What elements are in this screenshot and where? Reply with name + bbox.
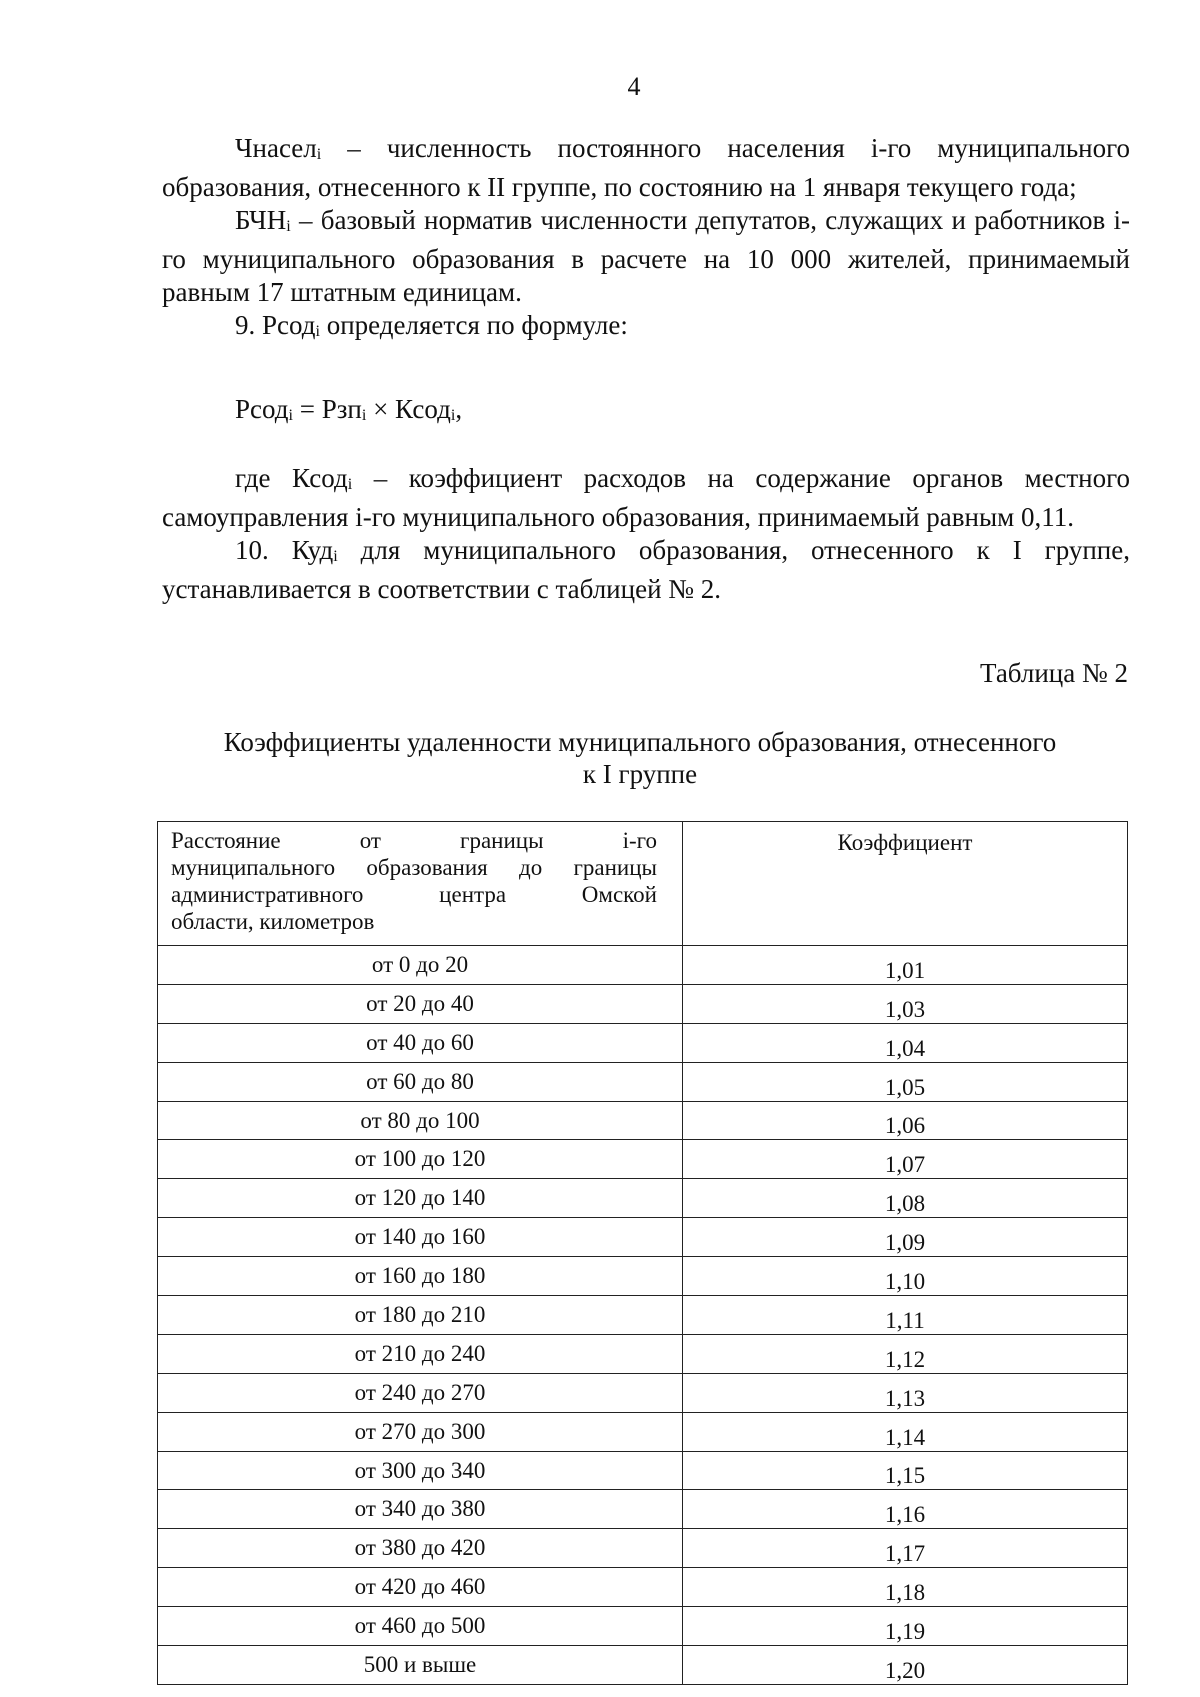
- table-header-row: [158, 822, 1128, 946]
- definition-chnasel: Чнасел$_i$ – численность постоянного населения i-го муниципального образования, отнесенного к II группе, по состоянию на 1 января текущего года;: [162, 133, 1130, 202]
- coefficient-cell: 1,03: [683, 984, 1128, 1023]
- coefficient-cell: 1,13: [683, 1373, 1128, 1412]
- distance-cell: от 140 до 160: [158, 1218, 683, 1257]
- table-number: Таблица № 2: [980, 658, 1128, 688]
- distance-cell: от 240 до 270: [158, 1373, 683, 1412]
- coefficient-cell: 1,12: [683, 1334, 1128, 1373]
- paragraph-9: 9. Рсод$_i$ определяется по формуле:: [235, 310, 628, 340]
- distance-cell: от 340 до 380: [158, 1490, 683, 1529]
- coefficient-cell: 1,14: [683, 1412, 1128, 1451]
- table-row: [158, 1451, 1128, 1490]
- paragraph-10: 10. Куд$_i$ для муниципального образования, отнесенного к I группе, устанавливается в соответствии с таблицей № 2.: [162, 535, 1130, 604]
- table-row: [158, 1257, 1128, 1296]
- page-number: 4: [627, 72, 641, 101]
- coefficient-cell: 1,09: [683, 1218, 1128, 1257]
- coefficient-cell: 1,05: [683, 1062, 1128, 1101]
- coefficient-cell: 1,16: [683, 1490, 1128, 1529]
- definitions-block: [162, 132, 1130, 348]
- table-row: [158, 1529, 1128, 1568]
- table-row: [158, 946, 1128, 985]
- distance-cell: от 80 до 100: [158, 1101, 683, 1140]
- formula-rsod: Рсод$_i$ = Рзп$_i$ × Ксод$_i$,: [235, 394, 463, 424]
- definition-bchn: $БЧН_i$ – базовый норматив численности депутатов, служащих и работников i-го муниципального образования в расчете на 10 000 жителей, принимаемый равным 17 штатным единицам.: [162, 205, 1130, 307]
- coefficient-cell: 1,19: [683, 1607, 1128, 1646]
- coefficient-cell: 1,15: [683, 1451, 1128, 1490]
- table-row: [158, 1218, 1128, 1257]
- header-distance: Расстояние от границы i-го муниципального образования до границы административного центра Омской области, километров: [158, 822, 683, 946]
- table-row: [158, 1023, 1128, 1062]
- coefficient-cell: 1,10: [683, 1257, 1128, 1296]
- distance-cell: от 210 до 240: [158, 1334, 683, 1373]
- caption-line-2: к I группе: [582, 759, 698, 789]
- table-body: [158, 946, 1128, 1685]
- table-row: [158, 1296, 1128, 1335]
- table-row: [158, 1373, 1128, 1412]
- distance-cell: 500 и выше: [158, 1646, 683, 1685]
- table-row: [158, 1140, 1128, 1179]
- coefficient-cell: 1,18: [683, 1568, 1128, 1607]
- coefficient-cell: 1,20: [683, 1646, 1128, 1685]
- caption-line-1: Коэффициенты удаленности муниципального образования, отнесенного: [223, 727, 1057, 757]
- table-row: [158, 1646, 1128, 1685]
- header-coefficient: Коэффициент: [683, 822, 1128, 946]
- coefficient-cell: 1,01: [683, 946, 1128, 985]
- definition-ksod: где Ксод$_i$ – коэффициент расходов на содержание органов местного самоуправления i-го муниципального образования, принимаемый равным 0,11.: [162, 463, 1130, 532]
- distance-cell: от 380 до 420: [158, 1529, 683, 1568]
- table-caption: [160, 726, 1120, 790]
- coefficient-cell: 1,17: [683, 1529, 1128, 1568]
- table-row: [158, 1607, 1128, 1646]
- table-row: [158, 1568, 1128, 1607]
- distance-cell: от 0 до 20: [158, 946, 683, 985]
- where-block: [162, 462, 1130, 606]
- table-row: [158, 1490, 1128, 1529]
- distance-cell: от 20 до 40: [158, 984, 683, 1023]
- distance-cell: от 40 до 60: [158, 1023, 683, 1062]
- distance-cell: от 460 до 500: [158, 1607, 683, 1646]
- coefficient-cell: 1,06: [683, 1101, 1128, 1140]
- distance-cell: от 160 до 180: [158, 1257, 683, 1296]
- coefficients-table: [157, 821, 1128, 1685]
- distance-cell: от 270 до 300: [158, 1412, 683, 1451]
- coefficient-cell: 1,04: [683, 1023, 1128, 1062]
- table-row: [158, 1101, 1128, 1140]
- distance-cell: от 120 до 140: [158, 1179, 683, 1218]
- coefficient-cell: 1,11: [683, 1296, 1128, 1335]
- distance-cell: от 420 до 460: [158, 1568, 683, 1607]
- table-row: [158, 984, 1128, 1023]
- distance-cell: от 300 до 340: [158, 1451, 683, 1490]
- coefficient-cell: 1,08: [683, 1179, 1128, 1218]
- distance-cell: от 100 до 120: [158, 1140, 683, 1179]
- distance-cell: от 180 до 210: [158, 1296, 683, 1335]
- distance-cell: от 60 до 80: [158, 1062, 683, 1101]
- table-row: [158, 1062, 1128, 1101]
- table-row: [158, 1179, 1128, 1218]
- coefficient-cell: 1,07: [683, 1140, 1128, 1179]
- table-row: [158, 1334, 1128, 1373]
- table-row: [158, 1412, 1128, 1451]
